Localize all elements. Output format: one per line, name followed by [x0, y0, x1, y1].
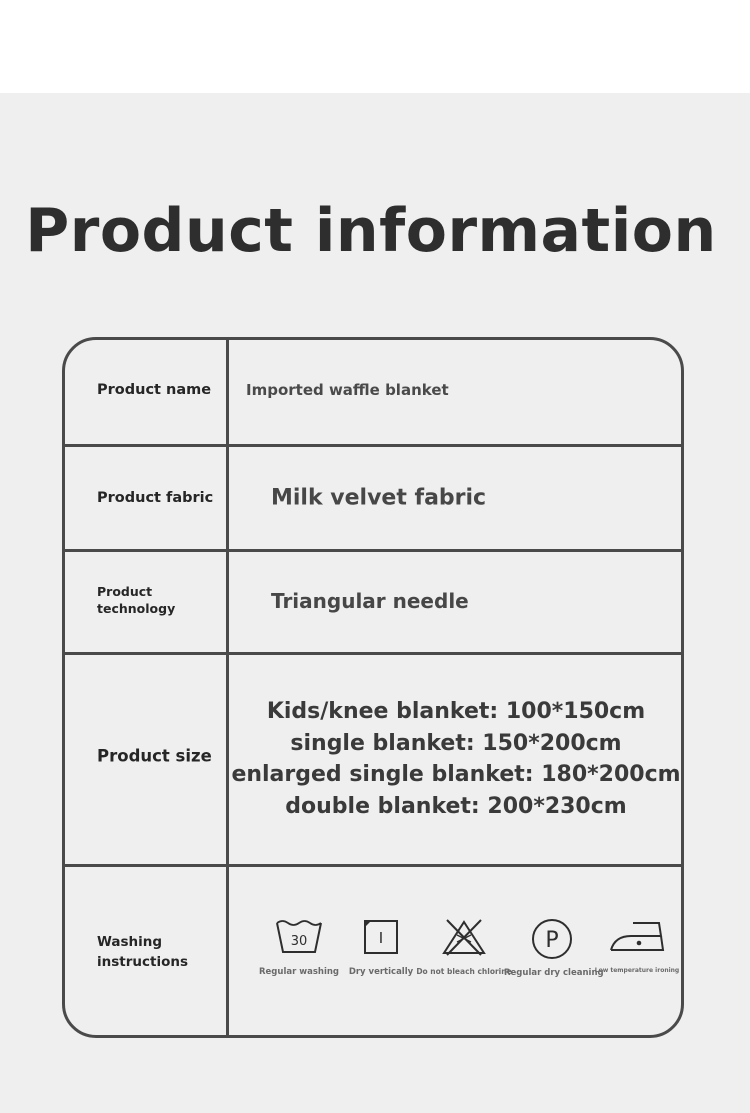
- row-divider: [65, 444, 681, 447]
- page-title: Product information: [25, 196, 717, 266]
- product-name-value: Imported waffle blanket: [246, 381, 449, 399]
- wash-tub-icon: [274, 918, 324, 956]
- product-size-values: [227, 696, 684, 822]
- size-line: enlarged single blanket: 180*200cm: [231, 762, 681, 787]
- row-divider: [65, 549, 681, 552]
- wash-caption: Regular washing: [259, 967, 339, 977]
- low-temp-iron-icon: [607, 918, 667, 956]
- wash-caption: Dry vertically: [348, 967, 414, 977]
- dry-vertically-icon: [356, 918, 406, 956]
- dry-clean-icon: [527, 918, 577, 960]
- row-divider: [65, 652, 681, 655]
- product-technology-label-line1: Product: [97, 584, 153, 599]
- product-technology-label: [97, 583, 175, 617]
- wash-caption: Regular dry cleaning: [504, 968, 604, 978]
- washing-instructions-label: [97, 932, 188, 972]
- top-whitespace: [0, 0, 750, 93]
- washing-label-line1: Washing: [97, 934, 163, 950]
- wash-item-low-temp-ironing: [589, 918, 684, 974]
- wash-temp-text: 30: [290, 934, 308, 949]
- no-bleach-icon: [439, 918, 489, 956]
- wash-caption: Low temperature ironing: [594, 967, 680, 974]
- product-name-label: Product name: [97, 382, 212, 398]
- wash-item-no-bleach: [416, 918, 512, 976]
- wash-item-dry-cleaning: [504, 918, 604, 978]
- product-size-label: Product size: [97, 746, 212, 766]
- product-info-table: [62, 337, 684, 1038]
- row-divider: [65, 864, 681, 867]
- product-fabric-value: Milk velvet fabric: [271, 485, 487, 511]
- product-technology-value: Triangular needle: [271, 589, 469, 613]
- wash-item-dry-vertically: [333, 918, 429, 977]
- size-line: Kids/knee blanket: 100*150cm: [266, 699, 646, 724]
- size-line: double blanket: 200*230cm: [285, 793, 627, 819]
- dry-vertical-mark: I: [378, 929, 384, 947]
- product-technology-label-line2: technology: [97, 601, 176, 616]
- washing-label-line2: instructions: [97, 954, 188, 970]
- size-line: single blanket: 150*200cm: [290, 730, 622, 756]
- product-fabric-label: Product fabric: [97, 490, 214, 506]
- wash-caption: Do not bleach chlorine: [416, 967, 512, 976]
- dry-clean-letter: P: [545, 928, 559, 953]
